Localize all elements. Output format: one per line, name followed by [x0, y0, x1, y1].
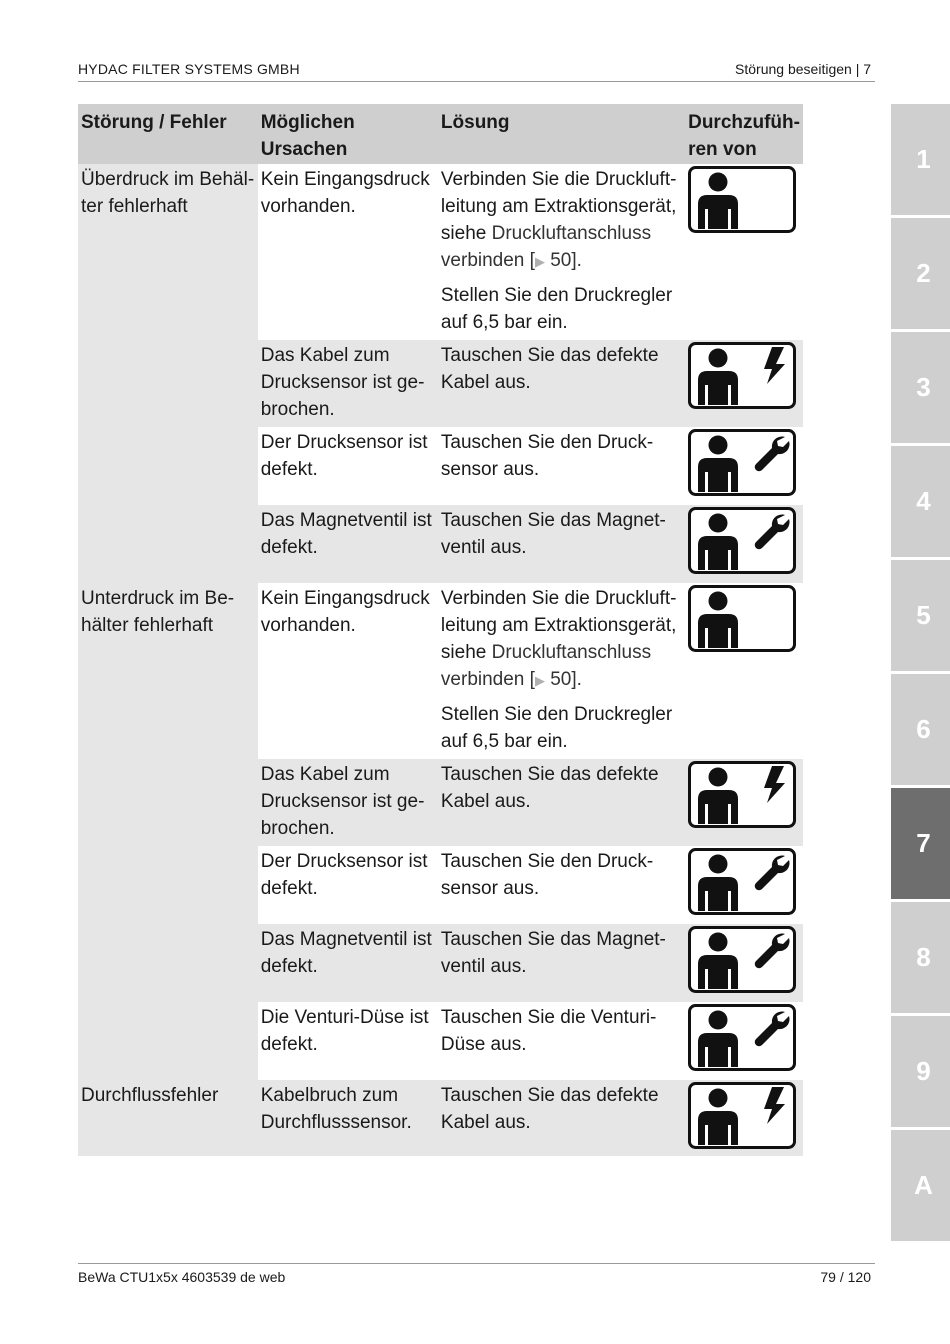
- solution-cell: Tauschen Sie das defekte Kabel aus.: [438, 1080, 685, 1156]
- electrician-icon: [688, 761, 796, 828]
- table-row: [78, 1080, 803, 1156]
- chapter-tab-3[interactable]: 3: [891, 332, 950, 443]
- cause-cell: Der Drucksensor ist defekt.: [258, 846, 438, 924]
- performer-cell: [685, 427, 803, 505]
- performer-cell: [685, 1002, 803, 1080]
- company-name: HYDAC FILTER SYSTEMS GMBH: [78, 61, 300, 77]
- solution-cell: Tauschen Sie die Venturi-Düse aus.: [438, 1002, 685, 1080]
- person-icon: [688, 585, 796, 652]
- cause-cell: Die Venturi-Düse ist defekt.: [258, 1002, 438, 1080]
- triangle-icon: ▶: [534, 673, 545, 688]
- chapter-tab-a[interactable]: A: [891, 1130, 950, 1241]
- performer-cell: [685, 164, 803, 340]
- solution-cell: Verbinden Sie die Druckluft-leitung am Extraktionsgerät, siehe Druckluftanschluss verbinden [▶ 50]. Stellen Sie den Druckregler auf 6,5 bar ein.: [438, 583, 685, 759]
- solution-cell: Tauschen Sie das Magnet-ventil aus.: [438, 924, 685, 1002]
- cause-cell: Das Magnetventil ist defekt.: [258, 924, 438, 1002]
- page-header: [78, 60, 875, 82]
- solution-cell: Tauschen Sie den Druck-sensor aus.: [438, 846, 685, 924]
- person-icon: [688, 166, 796, 233]
- performer-cell: [685, 340, 803, 427]
- solution-cell: Verbinden Sie die Druckluft-leitung am Extraktionsgerät, siehe Druckluftanschluss verbinden [▶ 50]. Stellen Sie den Druckregler auf 6,5 bar ein.: [438, 164, 685, 340]
- page-footer: [78, 1263, 875, 1293]
- chapter-tab-5[interactable]: 5: [891, 560, 950, 671]
- performer-cell: [685, 1080, 803, 1156]
- electrician-icon: [688, 342, 796, 409]
- mechanic-icon: [688, 507, 796, 574]
- mechanic-icon: [688, 429, 796, 496]
- column-header-solution: Lösung: [438, 104, 685, 164]
- chapter-tab-9[interactable]: 9: [891, 1016, 950, 1127]
- table-row: [78, 583, 803, 759]
- mechanic-icon: [688, 926, 796, 993]
- mechanic-icon: [688, 1004, 796, 1071]
- solution-cell: Tauschen Sie das defekte Kabel aus.: [438, 340, 685, 427]
- cause-cell: Das Kabel zum Drucksensor ist ge-brochen.: [258, 759, 438, 846]
- mechanic-icon: [688, 848, 796, 915]
- column-header-performer: Durchzufüh-ren von: [685, 104, 803, 164]
- troubleshooting-table: [78, 104, 803, 1156]
- fault-cell: Durchflussfehler: [78, 1080, 258, 1156]
- cause-cell: Kabelbruch zum Durchflusssensor.: [258, 1080, 438, 1156]
- triangle-icon: ▶: [534, 254, 545, 269]
- cause-cell: Kein Eingangsdruck vorhanden.: [258, 164, 438, 340]
- cause-cell: Der Drucksensor ist defekt.: [258, 427, 438, 505]
- solution-cell: Tauschen Sie das Magnet-ventil aus.: [438, 505, 685, 583]
- column-header-fault: Störung / Fehler: [78, 104, 258, 164]
- chapter-tab-7[interactable]: 7: [891, 788, 950, 899]
- document-id: BeWa CTU1x5x 4603539 de web: [78, 1269, 286, 1285]
- performer-cell: [685, 924, 803, 1002]
- performer-cell: [685, 846, 803, 924]
- cause-cell: Das Magnetventil ist defekt.: [258, 505, 438, 583]
- section-title: Störung beseitigen | 7: [735, 61, 871, 77]
- fault-cell: Unterdruck im Be-hälter fehlerhaft: [78, 583, 258, 1080]
- cause-cell: Das Kabel zum Drucksensor ist ge-brochen.: [258, 340, 438, 427]
- solution-cell: Tauschen Sie das defekte Kabel aus.: [438, 759, 685, 846]
- performer-cell: [685, 583, 803, 759]
- chapter-tab-2[interactable]: 2: [891, 218, 950, 329]
- chapter-tab-8[interactable]: 8: [891, 902, 950, 1013]
- performer-cell: [685, 759, 803, 846]
- table-row: [78, 164, 803, 340]
- chapter-tab-6[interactable]: 6: [891, 674, 950, 785]
- chapter-tabs: [891, 104, 950, 1244]
- cross-reference-link[interactable]: Druckluftanschluss verbinden [▶ 50].: [440, 642, 652, 690]
- electrician-icon: [688, 1082, 796, 1149]
- chapter-tab-4[interactable]: 4: [891, 446, 950, 557]
- page-number: 79 / 120: [820, 1269, 871, 1285]
- cause-cell: Kein Eingangsdruck vorhanden.: [258, 583, 438, 759]
- performer-cell: [685, 505, 803, 583]
- fault-cell: Überdruck im Behäl-ter fehlerhaft: [78, 164, 258, 583]
- solution-cell: Tauschen Sie den Druck-sensor aus.: [438, 427, 685, 505]
- chapter-tab-1[interactable]: 1: [891, 104, 950, 215]
- cross-reference-link[interactable]: Druckluftanschluss verbinden [▶ 50].: [440, 223, 652, 271]
- column-header-cause: Möglichen Ursachen: [258, 104, 438, 164]
